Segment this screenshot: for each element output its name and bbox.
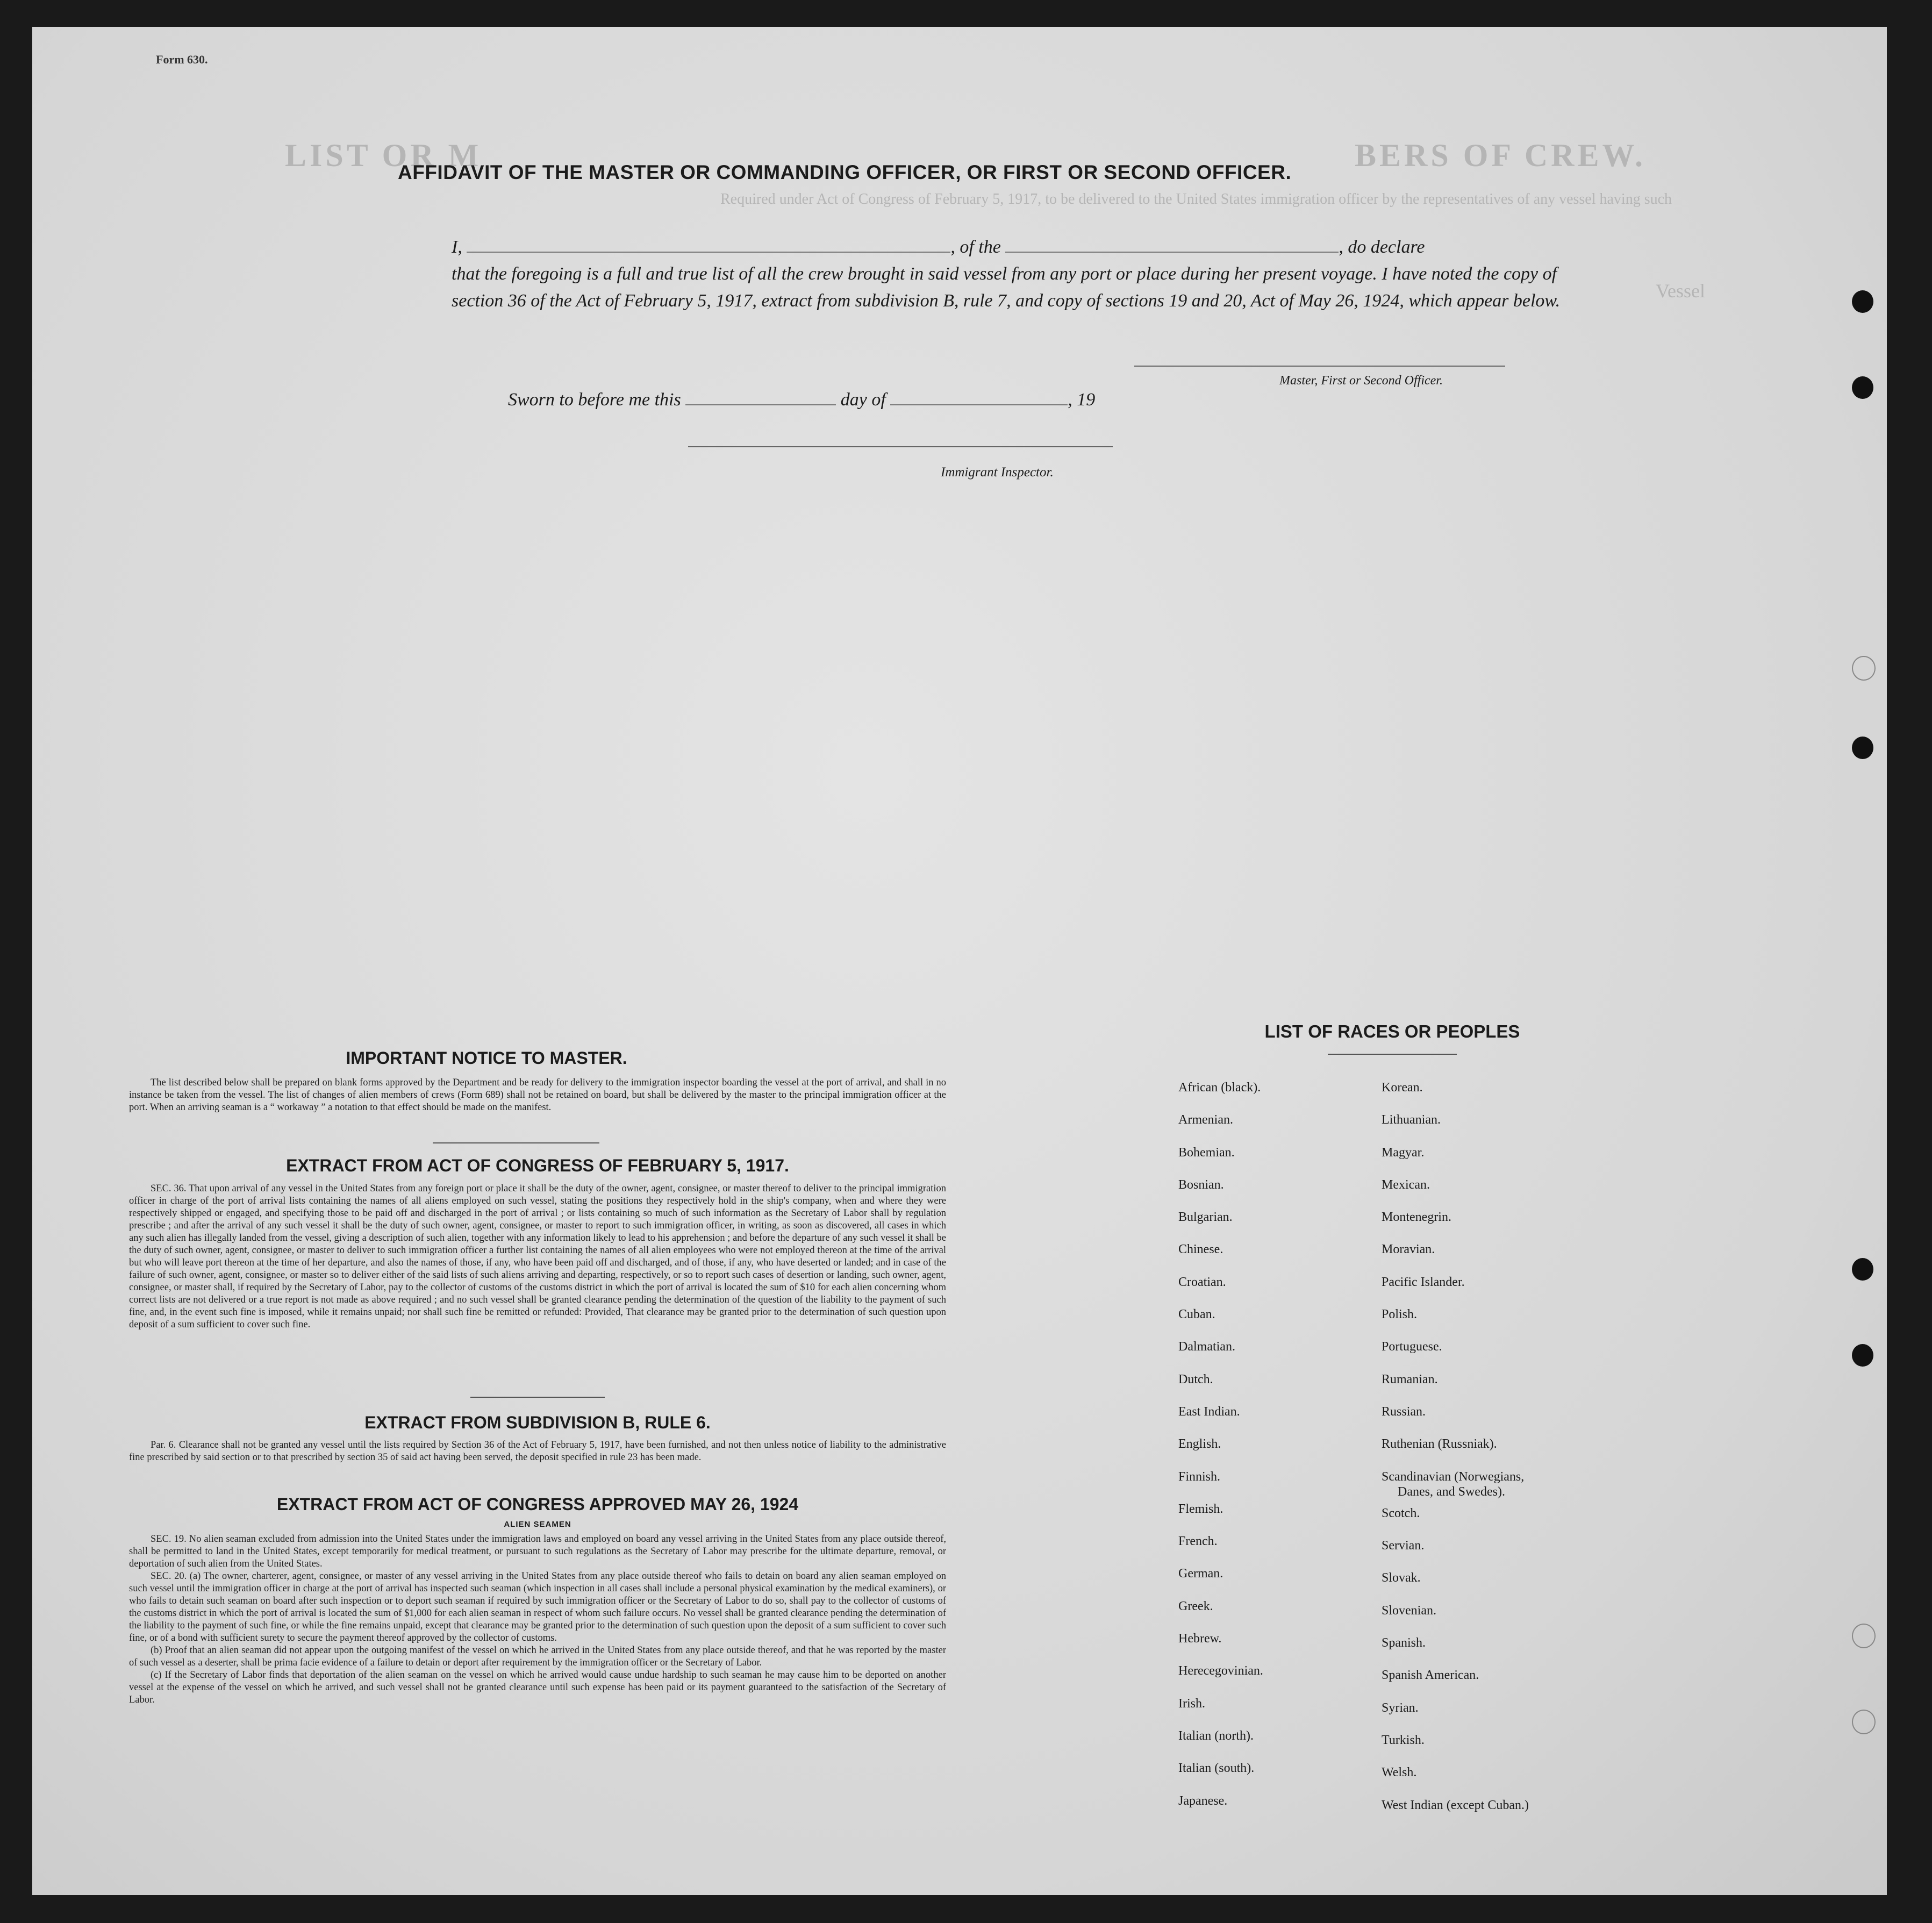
inspector-signature-line bbox=[688, 446, 1113, 447]
race-item: Lithuanian. bbox=[1382, 1113, 1441, 1127]
race-item: Rumanian. bbox=[1382, 1372, 1438, 1386]
races-underline bbox=[1328, 1054, 1457, 1055]
race-item: Hebrew. bbox=[1178, 1632, 1222, 1646]
races-title: LIST OF RACES OR PEOPLES bbox=[1264, 1021, 1520, 1041]
race-item: Slovak. bbox=[1382, 1571, 1421, 1585]
race-item: Bosnian. bbox=[1178, 1177, 1224, 1192]
binder-hole bbox=[1852, 737, 1873, 759]
act-1917-title: EXTRACT FROM ACT OF CONGRESS OF FEBRUARY 5, 1917. bbox=[286, 1156, 789, 1175]
race-item: Moravian. bbox=[1382, 1242, 1435, 1257]
race-item: Armenian. bbox=[1178, 1113, 1233, 1127]
sworn-prefix: Sworn to before me this bbox=[508, 390, 681, 410]
race-item: Portuguese. bbox=[1382, 1340, 1442, 1354]
binder-hole bbox=[1852, 1624, 1876, 1648]
act-1924-body bbox=[129, 1533, 946, 1706]
sworn-mid: day of bbox=[840, 390, 886, 410]
binder-hole bbox=[1852, 1258, 1873, 1281]
document-sheet bbox=[32, 27, 1887, 1895]
race-item: Turkish. bbox=[1382, 1733, 1425, 1747]
binder-hole bbox=[1852, 1710, 1876, 1734]
subdivision-b-body bbox=[129, 1439, 946, 1464]
declaration-mid: , of the bbox=[950, 237, 1001, 257]
name-blank bbox=[467, 252, 950, 253]
month-blank bbox=[890, 404, 1068, 405]
binder-hole bbox=[1852, 656, 1876, 681]
sworn-suffix: , 19 bbox=[1068, 390, 1096, 410]
race-item: Pacific Islander. bbox=[1382, 1275, 1465, 1289]
vessel-blank bbox=[1005, 252, 1339, 253]
sec-36-paragraph: SEC. 36. That upon arrival of any vessel in the United States from any foreign port or place it shall be the duty of the owner, agent, consignee, or master thereof to deliver to the principal immigration officer in charge of the port of arrival lists containing the names of all aliens employed on such vessel, stating the positions they respectively hold in the ship's company, when and where they were respectively shipped or engaged, and specifying those to be paid off and discharged in the port of arrival ; or lists containing so much of such information as the Secretary of Labor shall by regulation prescribe ; and after the arrival of any such vessel it shall be the duty of such owner, agent, consignee, or master to report to such immigration officer, in writing, as soon as discovered, all cases in which any such alien has illegally landed from the vessel, giving a description of such alien, together with any information likely to lead to his apprehension ; and before the departure of any such vessel it shall be the duty of such owner, agent, consignee, or master to deliver to such immigration officer a further list containing the names of all alien employees who were not employed thereon at the time of the arrival but who will leave port thereon at the time of her departure, and also the names of those, if any, who have been paid off and discharged, and of those, if any, who have deserted or landed; and in case of the failure of such owner, agent, consignee, or master so to deliver either of the said lists of such aliens arriving and departing, respectively, or so to report such cases of desertion or landing, such owner, agent, consignee, or master shall, if required by the Secretary of Labor, pay to the collector of customs of the customs district in which the port of arrival is located the sum of $10 for each alien concerning whom correct lists are not delivered or a true report is not made as above required ; and no such vessel shall be granted clearance pending the determination of the question of the liability to the payment of such fine, and, in the event such fine is imposed, while it remains unpaid; nor shall such fine be remitted or refunded: Provided, That clearance may be granted prior to the determination of such question upon deposit of a sum sufficient to cover such fine. bbox=[129, 1183, 946, 1330]
sec-20a-paragraph: SEC. 20. (a) The owner, charterer, agent, consignee, or master of any vessel arriving in the United States from any place outside thereof who fails to detain on board any alien seaman employed on such vessel until the immigration officer in charge at the port of arrival has inspected such seaman (which inspection in all cases shall include a personal physical examination by the medical examiners), or who fails to detain such seaman on board after such inspection or to deport such seaman if required by such immigration officer or the Secretary of Labor to do so, shall pay to the collector of customs of the customs district in which the port of arrival is located the sum of $1,000 for each alien seaman in respect of whom such failure occurs. No vessel shall be granted clearance pending the determination of the liability to the payment of such fine, or while the fine remains unpaid, except that clearance may be granted prior to the determination of such question upon the deposit of a sum sufficient to cover such fine, or of a bond with sufficient surety to secure the payment thereof approved by the collector of customs. bbox=[129, 1571, 946, 1643]
race-item: Bulgarian. bbox=[1178, 1210, 1233, 1225]
sworn-line bbox=[508, 390, 1095, 410]
race-item: Cuban. bbox=[1178, 1307, 1215, 1322]
race-item: Greek. bbox=[1178, 1599, 1213, 1613]
master-signature-line bbox=[1134, 366, 1505, 367]
race-item: Dalmatian. bbox=[1178, 1340, 1235, 1354]
race-item: Flemish. bbox=[1178, 1502, 1223, 1516]
notice-paragraph: The list described below shall be prepared on blank forms approved by the Department and be ready for delivery to the immigration inspector boarding the vessel at the port of arrival, and shall in no instance be taken from the vessel. The list of changes of alien members of crews (Form 689) shall not be retained on board, but shall be delivered by the master to the principal immigration officer at the port. When an arriving seaman is a “ workaway ” a notation to that effect should be made on the manifest. bbox=[129, 1077, 946, 1113]
race-item: Finnish. bbox=[1178, 1469, 1221, 1484]
race-item: Herecegovinian. bbox=[1178, 1664, 1263, 1678]
race-item: West Indian (except Cuban.) bbox=[1382, 1798, 1529, 1812]
divider bbox=[470, 1397, 605, 1398]
race-item: Russian. bbox=[1382, 1404, 1426, 1419]
subdivision-b-title: EXTRACT FROM SUBDIVISION B, RULE 6. bbox=[364, 1413, 711, 1432]
affidavit-title: AFFIDAVIT OF THE MASTER OR COMMANDING OFFICER, OR FIRST OR SECOND OFFICER. bbox=[398, 161, 1292, 183]
race-item: Chinese. bbox=[1178, 1242, 1223, 1257]
act-1924-title: EXTRACT FROM ACT OF CONGRESS APPROVED MAY 26, 1924 bbox=[276, 1495, 799, 1514]
race-item: Slovenian. bbox=[1382, 1603, 1436, 1618]
form-number: Form 630. bbox=[156, 53, 208, 66]
ghost-title-right: BERS OF CREW. bbox=[1355, 138, 1647, 173]
inspector-label: Immigrant Inspector. bbox=[941, 465, 1054, 480]
affidavit-body bbox=[452, 234, 1564, 314]
notice-title: IMPORTANT NOTICE TO MASTER. bbox=[346, 1048, 627, 1068]
race-item: Welsh. bbox=[1382, 1765, 1417, 1780]
race-item: Danes, and Swedes). bbox=[1398, 1484, 1505, 1499]
race-item: Polish. bbox=[1382, 1307, 1418, 1322]
race-item: English. bbox=[1178, 1437, 1221, 1452]
notice-body bbox=[129, 1077, 946, 1114]
sec-20b-paragraph: (b) Proof that an alien seaman did not appear upon the outgoing manifest of the vessel on which he arrived in the United States from any place outside thereof, and that he was reported by the master of such vessel as a deserter, shall be prima facie evidence of a failure to detain or deport after requirement by the immigration officer or the Secretary of Labor. bbox=[129, 1645, 946, 1668]
race-item: Scandinavian (Norwegians, bbox=[1382, 1469, 1525, 1484]
race-item: Croatian. bbox=[1178, 1275, 1226, 1289]
sec-20c-paragraph: (c) If the Secretary of Labor finds that deportation of the alien seaman on the vessel on which he arrived would cause undue hardship to such seaman he may cause him to be deported on another vessel at the expense of the vessel on which he arrived, and such vessel shall not be granted clearance until such expense has been paid or its payment guaranteed to the satisfaction of the Secretary of Labor. bbox=[129, 1670, 946, 1705]
declaration-prefix: I, bbox=[452, 237, 462, 257]
race-item: East Indian. bbox=[1178, 1404, 1240, 1419]
ghost-title-left: LIST OR M bbox=[285, 138, 482, 173]
race-item: Italian (south). bbox=[1178, 1761, 1255, 1776]
binder-hole bbox=[1852, 290, 1873, 313]
race-item: Spanish. bbox=[1382, 1636, 1426, 1650]
race-item: African (black). bbox=[1178, 1081, 1261, 1095]
race-item: Spanish American. bbox=[1382, 1668, 1479, 1683]
race-item: Magyar. bbox=[1382, 1145, 1425, 1160]
act-1917-body bbox=[129, 1183, 946, 1331]
race-item: Syrian. bbox=[1382, 1700, 1419, 1715]
race-item: Montenegrin. bbox=[1382, 1210, 1451, 1225]
race-item: Mexican. bbox=[1382, 1177, 1430, 1192]
declaration-suffix: , do declare bbox=[1339, 237, 1425, 257]
declaration-text: that the foregoing is a full and true list of all the crew brought in said vessel from any port or place during her present voyage. I have noted the copy of section 36 of the Act of February 5, 1917, extract from subdivision B, rule 7, and copy of sections 19 and 20, Act of May 26, 1924, which appear below. bbox=[452, 264, 1561, 311]
races-list-left bbox=[1178, 1081, 1263, 1826]
binder-hole bbox=[1852, 1344, 1873, 1367]
divider bbox=[433, 1142, 599, 1143]
race-item: Japanese. bbox=[1178, 1793, 1228, 1808]
par-6-paragraph: Par. 6. Clearance shall not be granted any vessel until the lists required by Section 36 of the Act of February 5, 1917, have been furnished, and not then unless notice of liability to the administrative fine prescribed by said section or to that prescribed by section 35 of said act having been served, the deposit specified in rule 23 has been made. bbox=[129, 1440, 946, 1463]
race-item: Irish. bbox=[1178, 1696, 1205, 1711]
race-item: Italian (north). bbox=[1178, 1728, 1254, 1743]
race-item: Scotch. bbox=[1382, 1506, 1420, 1520]
race-item: French. bbox=[1178, 1534, 1218, 1549]
ghost-required-text: Required under Act of Congress of February 5, 1917, to be delivered to the United States immigration officer by the representatives of any vessel having such bbox=[720, 191, 1672, 208]
race-item: Bohemian. bbox=[1178, 1145, 1235, 1160]
declaration-line bbox=[452, 234, 1564, 261]
race-item: German. bbox=[1178, 1567, 1223, 1581]
master-label: Master, First or Second Officer. bbox=[1279, 374, 1443, 388]
alien-seamen-subtitle: ALIEN SEAMEN bbox=[504, 1520, 571, 1529]
ghost-vessel-label: Vessel bbox=[1656, 280, 1705, 302]
race-item: Korean. bbox=[1382, 1081, 1423, 1095]
race-item: Servian. bbox=[1382, 1539, 1425, 1553]
binder-hole bbox=[1852, 376, 1873, 399]
day-blank bbox=[685, 404, 836, 405]
sec-19-paragraph: SEC. 19. No alien seaman excluded from admission into the United States under the immigration laws and employed on board any vessel arriving in the United States from any place outside thereof, shall be permitted to land in the United States, except temporarily for medical treatment, or pursuant to such regulations as the Secretary of Labor may prescribe for the ultimate departure, removal, or deportation of such alien from the United States. bbox=[129, 1534, 946, 1569]
race-item: Ruthenian (Russniak). bbox=[1382, 1437, 1497, 1452]
races-list-right bbox=[1382, 1081, 1529, 1831]
race-item: Dutch. bbox=[1178, 1372, 1213, 1386]
